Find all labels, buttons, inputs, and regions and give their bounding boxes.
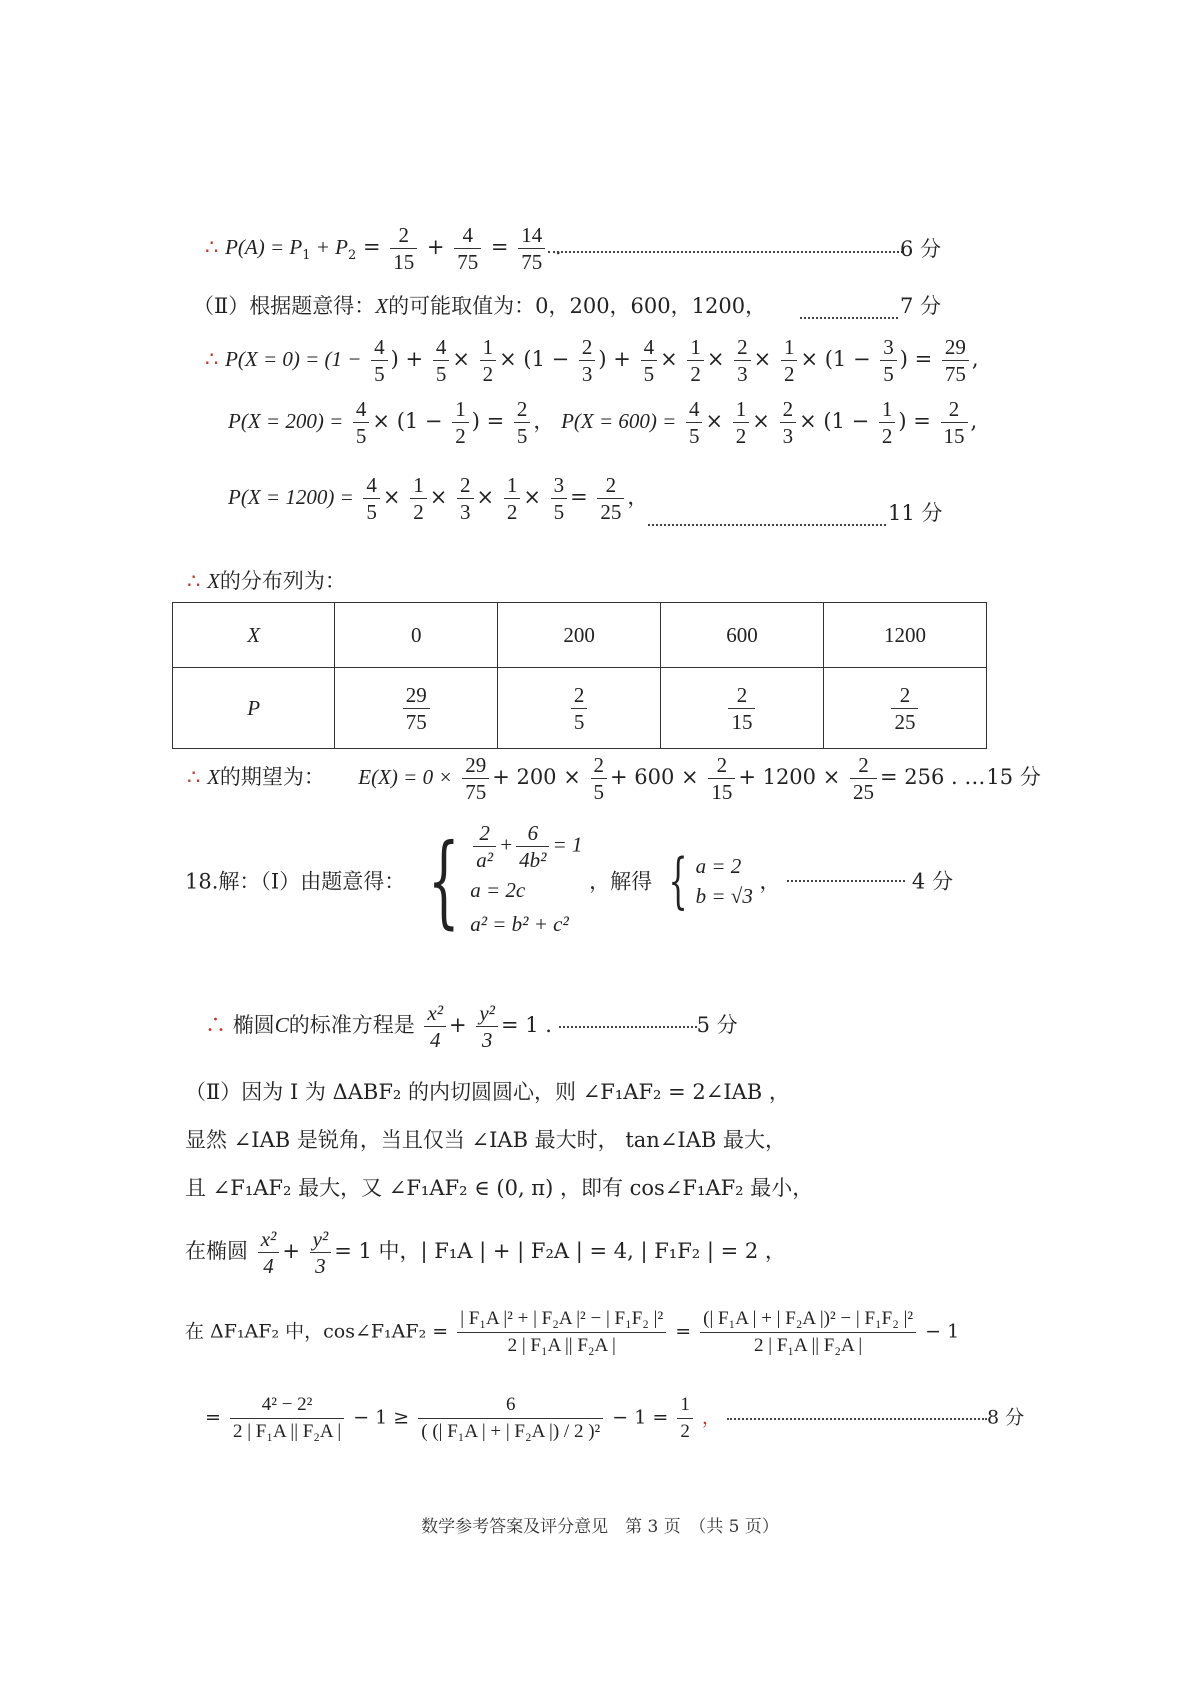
fraction: $\frac{6}{\text{( (| F₁A | + | F₂A |) / 2 )²}}$ xyxy=(418,1392,603,1445)
text: （Ⅱ）根据题意得： xyxy=(193,294,376,318)
op: = xyxy=(490,235,509,259)
therefore-sign: ∴ xyxy=(187,569,201,593)
fraction: $\frac{\text{y²}}{3}$ xyxy=(310,1226,332,1279)
fraction: $\frac{4}{75}$ xyxy=(454,222,481,275)
line-13: 在椭圆 $\frac{\text{x²}}{4}$ + $\frac{\text{y²}}{3}$ = 1 中，| F₁A | + | F₂A | = 4, | F₁F₂ | = 2 ， xyxy=(185,1227,786,1278)
table-cell: 0 xyxy=(335,603,498,668)
fraction: $\frac{1}{2}$ xyxy=(480,334,497,387)
line-2 xyxy=(193,290,1200,320)
table-row xyxy=(173,668,987,749)
text: 的期望为： xyxy=(219,765,325,789)
fraction: $\frac{1}{2}$ xyxy=(410,472,427,525)
fraction: $\frac{2}{3}$ xyxy=(579,334,596,387)
line-11: 显然 ∠IAB 是锐角，当且仅当 ∠IAB 最大时， tan∠IAB 最大， xyxy=(185,1128,787,1152)
table-cell: X xyxy=(173,603,335,668)
fraction: $\frac{4}{5}$ xyxy=(433,334,450,387)
text: 的可能取值为：0，200，600，1200， xyxy=(388,294,767,318)
therefore-sign: ∴ xyxy=(205,235,219,259)
table-cell: 200 xyxy=(498,603,661,668)
fraction: $\frac{\text{(| F₁A | + | F₂A |)² − | F₁F₂ |²}}{\text{2 | F₁A || F₂A |}}$ xyxy=(700,1306,916,1359)
table-row xyxy=(173,603,987,668)
expr: P(X = 0) = (1 − xyxy=(225,347,362,371)
fraction: $\frac{29}{75}$ xyxy=(462,752,489,805)
score-5: 11 分 xyxy=(888,501,943,525)
fraction: $\frac{1}{2}$ xyxy=(504,472,521,525)
punct: . xyxy=(554,235,562,259)
fraction: $\frac{3}{5}$ xyxy=(880,334,897,387)
score-line-2 xyxy=(800,300,900,324)
fraction: $\frac{2}{15}$ xyxy=(941,396,968,449)
line-4: P(X = 200) = $\frac{4}{5}$ × (1 − $\frac{1}{2}$ ) = $\frac{2}{5}$ ， P(X = 600) = $\frac{4}{5}$ × $\frac{1}{2}$ × $\frac{2}{3}$ × (1 − $\frac{1}{2}$ ) = $\frac{2}{15}$ , xyxy=(228,397,978,448)
table-cell: $\frac{29}{75}$ xyxy=(335,668,498,749)
fraction: $\frac{2}{25}$ xyxy=(597,472,624,525)
score-1: 6 分 xyxy=(900,237,942,261)
score-2: 7 分 xyxy=(900,294,942,318)
solution-system: { a = 2 b = √3 xyxy=(668,845,753,916)
fraction: $\frac{4}{5}$ xyxy=(371,334,388,387)
fraction: $\frac{2}{5}$ xyxy=(591,752,608,805)
op: + xyxy=(426,235,445,259)
fraction: $\frac{1}{2}$ xyxy=(781,334,798,387)
table-cell: $\frac{2}{5}$ xyxy=(498,668,661,749)
line-10: （Ⅱ）因为 I 为 ΔABF₂ 的内切圆圆心，则 ∠F₁AF₂ = 2∠IAB ， xyxy=(185,1080,790,1104)
fraction: $\frac{1}{2}$ xyxy=(677,1392,693,1445)
fraction: $\frac{2}{15}$ xyxy=(390,222,417,275)
fraction: $\frac{4}{5}$ xyxy=(353,396,370,449)
score-line-1 xyxy=(548,238,908,262)
distribution-table xyxy=(172,602,987,749)
table-cell: 1200 xyxy=(823,603,986,668)
fraction: $\frac{2}{3}$ xyxy=(457,472,474,525)
therefore-sign: ∴ xyxy=(187,765,201,789)
fraction: $\frac{\text{y²}}{3}$ xyxy=(476,1000,498,1053)
fraction: $\frac{\text{4² − 2²}}{\text{2 | F₁A || F₂A |}}$ xyxy=(230,1392,344,1445)
line-9: ∴ 椭圆C的标准方程是 $\frac{\text{x²}}{4}$ + $\frac{\text{y²}}{3}$ = 1 . 5 分 xyxy=(205,1001,738,1052)
fraction: $\frac{\text{x²}}{4}$ xyxy=(258,1226,280,1279)
expr: P(A) = P xyxy=(225,235,303,259)
expr: E(X) = 0 × xyxy=(358,765,453,789)
fraction: $\frac{1}{2}$ xyxy=(452,396,469,449)
fraction: $\frac{4}{5}$ xyxy=(686,396,703,449)
page-footer: 数学参考答案及评分意见 第 3 页 （共 5 页） xyxy=(421,1517,779,1537)
table-cell: P xyxy=(173,668,335,749)
var-x: X xyxy=(207,569,220,593)
text: 的分布列为： xyxy=(219,569,346,593)
fraction: $\frac{\text{| F₁A |² + | F₂A |² − | F₁F₂ |²}}{\text{2 | F₁A || F₂A |}}$ xyxy=(457,1306,666,1359)
line-12: 且 ∠F₁AF₂ 最大，又 ∠F₁AF₂ ∈ (0, π) ，即有 cos∠F₁AF₂ 最小， xyxy=(185,1176,814,1200)
fraction: $\frac{2}{15}$ xyxy=(708,752,735,805)
fraction: $\frac{4}{5}$ xyxy=(363,472,380,525)
table-cell: 600 xyxy=(661,603,824,668)
sub: 1 xyxy=(302,248,311,264)
sub: 2 xyxy=(347,248,357,264)
equation-system: { $\frac{2}{\text{a²}}$ + $\frac{6}{\text{4b²}}$ = 1 a = 2c a² = b² + c² xyxy=(427,821,583,939)
var-x: X xyxy=(375,294,389,318)
line-3: ∴ P(X = 0) = (1 − $\frac{4}{5}$ ) + $\frac{4}{5}$ × $\frac{1}{2}$ × (1 − $\frac{2}{3}$ ) + $\frac{4}{5}$ × $\frac{1}{2}$ × $\frac{2}{3}$ × $\frac{1}{2}$ × (1 − $\frac{3}{5}$ ) = $\frac{29}{75}$ , xyxy=(205,335,979,386)
fraction: $\frac{2}{25}$ xyxy=(850,752,877,805)
var-x: X xyxy=(207,765,220,789)
line-6 xyxy=(187,565,1200,595)
fraction: $\frac{4}{5}$ xyxy=(641,334,658,387)
line-7: ∴ X的期望为： E(X) = 0 × $\frac{29}{75}$ + 200 × $\frac{2}{5}$ + 600 × $\frac{2}{15}$ + 1200 × $\frac{2}{25}$ = 256 . …15 分 xyxy=(187,753,1041,804)
table-cell: $\frac{2}{25}$ xyxy=(823,668,986,749)
table-cell: $\frac{2}{15}$ xyxy=(661,668,824,749)
line-8: 18.解：（Ⅰ）由题意得： { $\frac{2}{\text{a²}}$ + $\frac{6}{\text{4b²}}$ = 1 a = 2c a² = b² + c² ，解得 { a = 2 b = √3 ， 4 分 xyxy=(185,820,1200,941)
fraction: $\frac{3}{5}$ xyxy=(551,472,568,525)
fraction: $\frac{29}{75}$ xyxy=(942,334,969,387)
fraction: $\frac{2}{3}$ xyxy=(780,396,797,449)
fraction: $\frac{\text{x²}}{4}$ xyxy=(424,1000,446,1053)
fraction: $\frac{14}{75}$ xyxy=(518,222,545,275)
expr: P(X = 1200) = xyxy=(228,485,354,509)
fraction: $\frac{2}{5}$ xyxy=(514,396,531,449)
therefore-sign: ∴ xyxy=(205,347,219,371)
therefore-sign: ∴ xyxy=(205,1013,226,1037)
text: ，解得 xyxy=(589,869,653,894)
line-5: P(X = 1200) = $\frac{4}{5}$ × $\frac{1}{2}$ × $\frac{2}{3}$ × $\frac{1}{2}$ × $\frac{3}{5}$ = $\frac{2}{25}$ ， xyxy=(228,473,649,524)
fraction: $\frac{2}{3}$ xyxy=(734,334,751,387)
fraction: $\frac{1}{2}$ xyxy=(687,334,704,387)
score-line-5 xyxy=(648,507,888,531)
expr: + P xyxy=(310,235,348,259)
fraction: $\frac{1}{2}$ xyxy=(879,396,896,449)
text: 18.解：（Ⅰ）由题意得： xyxy=(185,869,406,894)
fraction: $\frac{1}{2}$ xyxy=(733,396,750,449)
expr: P(X = 600) = xyxy=(561,409,677,433)
line-15: = $\frac{\text{4² − 2²}}{\text{2 | F₁A || F₂A |}}$ − 1 ≥ $\frac{6}{\text{( (| F₁A | + | F₂A |) / 2 )²}}$ − 1 = $\frac{1}{2}$ ， 8 分 xyxy=(205,1392,1200,1445)
expr: P(X = 200) = xyxy=(228,409,344,433)
line-14: 在 ΔF₁AF₂ 中，cos∠F₁AF₂ = $\frac{\text{| F₁A |² + | F₂A |² − | F₁F₂ |²}}{\text{2 | F₁A || F₂A |}}$ = $\frac{\text{(| F₁A | + | F₂A |)² − | F₁F₂ |²}}{\text{2 | F₁A || F₂A |}}$ − 1 xyxy=(185,1306,1200,1359)
expr: = xyxy=(356,235,381,259)
